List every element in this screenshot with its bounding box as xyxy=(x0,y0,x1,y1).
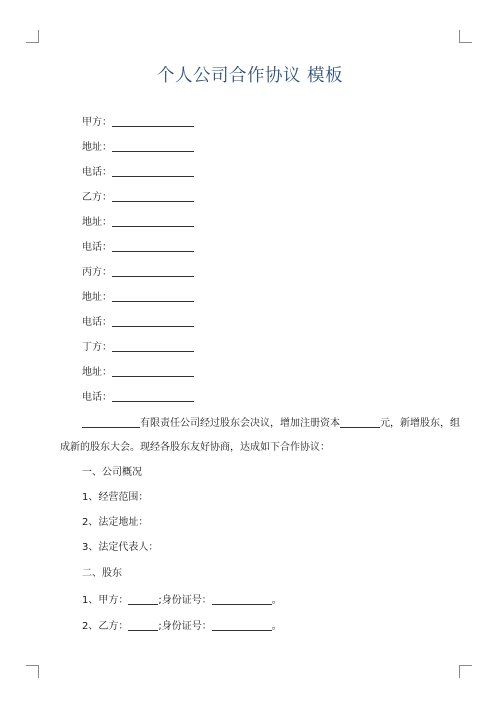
field-label: 电话： xyxy=(82,242,112,253)
page-corner-mark xyxy=(459,30,472,43)
field-label: 丙方： xyxy=(82,267,112,278)
field-label: 地址： xyxy=(82,292,112,303)
field-label: 地址： xyxy=(82,367,112,378)
section-item: 1、经营范围： xyxy=(82,492,149,503)
fill-blank[interactable] xyxy=(112,390,194,402)
fill-blank[interactable] xyxy=(128,619,158,631)
intro-text: 有限责任公司经过股东会决议，增加注册资本 xyxy=(140,418,340,429)
fill-blank[interactable] xyxy=(112,190,194,202)
fill-blank[interactable] xyxy=(112,215,194,227)
field-label: 电话： xyxy=(82,317,112,328)
party-field xyxy=(82,315,194,330)
fill-blank[interactable] xyxy=(112,140,194,152)
fill-blank[interactable] xyxy=(112,365,194,377)
field-label: 电话： xyxy=(82,167,112,178)
intro-paragraph-line2: 成新的股东大会。现经各股东友好协商，达成如下合作协议： xyxy=(60,442,330,453)
fill-blank[interactable] xyxy=(112,165,194,177)
party-field xyxy=(82,165,194,180)
intro-paragraph-line1 xyxy=(82,416,460,431)
fill-blank[interactable] xyxy=(112,265,194,277)
field-label: 地址： xyxy=(82,142,112,153)
fill-blank[interactable] xyxy=(212,619,272,631)
page-corner-mark xyxy=(459,665,472,678)
page-corner-mark xyxy=(26,30,39,43)
field-label: 乙方： xyxy=(82,192,112,203)
field-label: 甲方： xyxy=(82,117,112,128)
party-field xyxy=(82,340,194,355)
party-field xyxy=(82,140,194,155)
party-field xyxy=(82,265,194,280)
fill-blank[interactable] xyxy=(212,593,272,605)
fill-blank[interactable] xyxy=(340,416,380,428)
punctuation: 。 xyxy=(271,595,282,606)
field-label: 丁方： xyxy=(82,342,112,353)
party-field xyxy=(82,240,194,255)
field-label: 电话： xyxy=(82,392,112,403)
party-field xyxy=(82,290,194,305)
section-item: 3、法定代表人： xyxy=(82,542,159,553)
id-label: ;身份证号： xyxy=(158,621,212,632)
fill-blank[interactable] xyxy=(112,115,194,127)
fill-blank[interactable] xyxy=(112,240,194,252)
intro-text: 元，新增股东，组 xyxy=(380,418,460,429)
fill-blank[interactable] xyxy=(112,290,194,302)
document-title: 个人公司合作协议 模板 xyxy=(156,66,344,86)
party-field xyxy=(82,365,194,380)
party-field xyxy=(82,215,194,230)
id-label: ;身份证号： xyxy=(158,595,212,606)
field-label: 地址： xyxy=(82,217,112,228)
shareholder-label: 2、乙方： xyxy=(82,621,129,632)
fill-blank[interactable] xyxy=(112,340,194,352)
fill-blank[interactable] xyxy=(112,315,194,327)
page-corner-mark xyxy=(26,665,39,678)
party-field xyxy=(82,390,194,405)
shareholder-row xyxy=(82,593,467,608)
section-item: 2、法定地址： xyxy=(82,517,149,528)
party-field xyxy=(82,190,194,205)
shareholder-row xyxy=(82,619,467,634)
section-title: 二、股东 xyxy=(82,568,122,579)
section-title: 一、公司概况 xyxy=(82,467,142,478)
punctuation: 。 xyxy=(271,621,282,632)
shareholder-label: 1、甲方： xyxy=(82,595,129,606)
party-field xyxy=(82,115,194,130)
fill-blank[interactable] xyxy=(128,593,158,605)
fill-blank[interactable] xyxy=(82,416,140,428)
